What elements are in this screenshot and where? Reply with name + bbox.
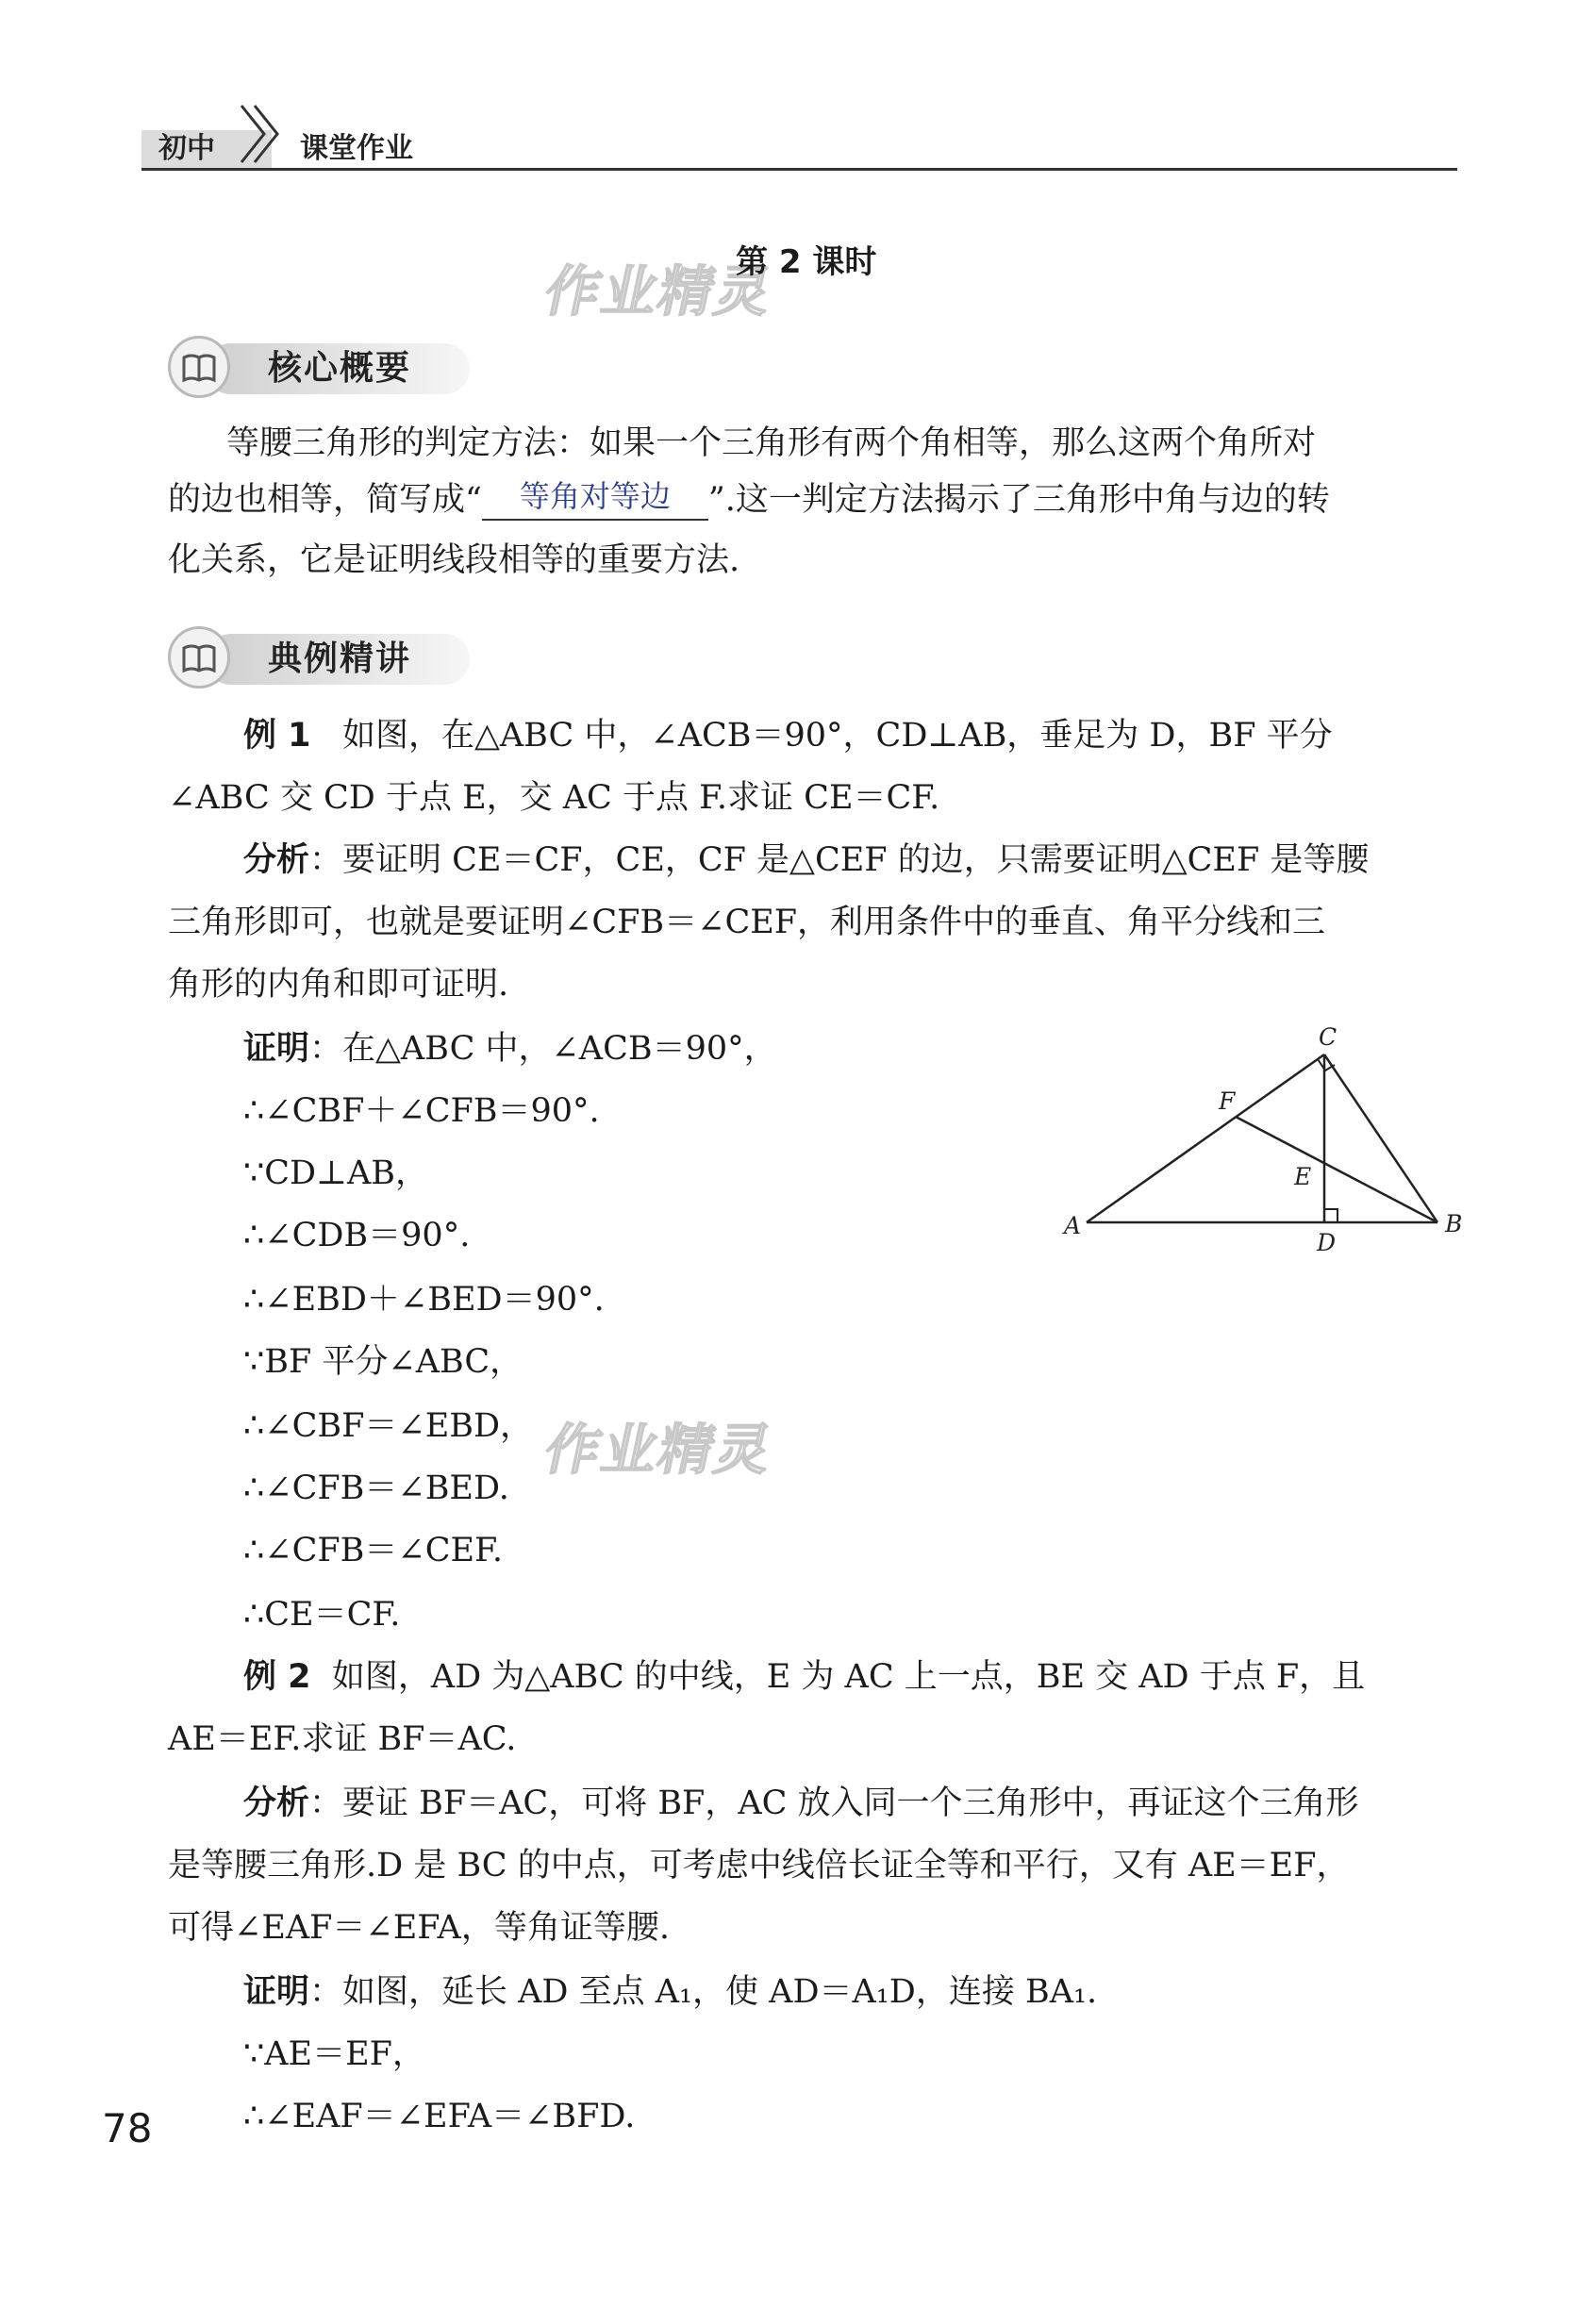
handwritten-answer: 等角对等边 bbox=[519, 478, 671, 514]
core-line-2a: 的边也相等，简写成“ bbox=[168, 481, 482, 519]
ex2-stem-1: 如图，AD 为△ABC 的中线，E 为 AC 上一点，BE 交 AD 于点 F，且 bbox=[331, 1658, 1366, 1696]
ex2-analysis-2: 是等腰三角形.D 是 BC 的中点，可考虑中线倍长证全等和平行，又有 AE＝EF， bbox=[168, 1847, 1350, 1884]
ex1-proof-1: ∴∠CBF＋∠CFB＝90°. bbox=[243, 1092, 600, 1130]
proof-text: ：在△ABC 中，∠ACB＝90°， bbox=[309, 1030, 777, 1068]
ex1-proof-5: ∵BF 平分∠ABC， bbox=[243, 1343, 523, 1381]
ex2-analysis-3: 可得∠EAF＝∠EFA，等角证等腰. bbox=[168, 1909, 670, 1947]
page-number: 78 bbox=[102, 2105, 153, 2151]
chevron-icon bbox=[236, 102, 283, 168]
right-angle-D bbox=[1324, 1209, 1337, 1222]
ex1-proof-6: ∴∠CBF＝∠EBD， bbox=[243, 1407, 534, 1445]
book-icon bbox=[180, 352, 218, 386]
proof-tag: 证明 bbox=[243, 1030, 310, 1068]
book-icon bbox=[180, 642, 218, 676]
core-line-2b: ”.这一判定方法揭示了三角形中角与边的转 bbox=[707, 481, 1330, 519]
answer-blank bbox=[482, 478, 708, 521]
ex1-line-1 bbox=[243, 715, 1333, 756]
core-line-3: 化关系，它是证明线段相等的重要方法. bbox=[168, 541, 740, 579]
segment-BF bbox=[1236, 1117, 1437, 1222]
header-rule bbox=[141, 168, 1457, 171]
analysis-tag: 分析 bbox=[243, 841, 310, 879]
watermark: 作业精灵 bbox=[539, 1418, 780, 1482]
ex2-analysis-1 bbox=[243, 1783, 1359, 1824]
ex2-tag: 例 2 bbox=[243, 1658, 311, 1696]
section-badge-examples bbox=[168, 626, 470, 690]
ex2-line-1 bbox=[243, 1656, 1365, 1698]
lesson-title: 第 2 课时 bbox=[736, 243, 877, 281]
label-D: D bbox=[1317, 1229, 1337, 1256]
header-level: 初中 bbox=[158, 132, 215, 165]
watermark: 作业精灵 bbox=[539, 259, 780, 324]
ex1-proof-2: ∵CD⊥AB， bbox=[243, 1154, 429, 1192]
section-label: 核心概要 bbox=[268, 349, 412, 388]
ex2-proof-2: ∴∠EAF＝∠EFA＝∠BFD. bbox=[243, 2098, 636, 2135]
segment-CB bbox=[1324, 1054, 1437, 1222]
ex1-line-2: ∠ABC 交 CD 于点 E，交 AC 于点 F.求证 CE＝CF. bbox=[168, 779, 940, 817]
label-C: C bbox=[1319, 1023, 1337, 1051]
ex1-proof-4: ∴∠EBD＋∠BED＝90°. bbox=[243, 1281, 605, 1319]
ex1-proof-7: ∴∠CFB＝∠BED. bbox=[243, 1469, 509, 1507]
segment-AC bbox=[1087, 1054, 1324, 1222]
label-A: A bbox=[1064, 1212, 1082, 1239]
analysis-text: ：要证 BF＝AC，可将 BF，AC 放入同一个三角形中，再证这个三角形 bbox=[309, 1784, 1359, 1822]
ex1-proof-9: ∴CE＝CF. bbox=[243, 1596, 401, 1634]
section-badge-core bbox=[168, 336, 470, 400]
ex2-line-2: AE＝EF.求证 BF＝AC. bbox=[168, 1720, 517, 1758]
ex1-proof-3: ∴∠CDB＝90°. bbox=[243, 1217, 471, 1254]
label-F: F bbox=[1219, 1087, 1236, 1115]
core-line-1: 等腰三角形的判定方法：如果一个三角形有两个角相等，那么这两个角所对 bbox=[226, 424, 1317, 462]
analysis-tag: 分析 bbox=[243, 1784, 310, 1822]
ex2-proof-1: ∵AE＝EF， bbox=[243, 2035, 425, 2073]
ex1-analysis-3: 角形的内角和即可证明. bbox=[168, 966, 509, 1004]
ex1-analysis-1 bbox=[243, 839, 1369, 881]
ex1-tag: 例 1 bbox=[243, 717, 311, 755]
analysis-text: ：要证明 CE＝CF，CE，CF 是△CEF 的边，只需要证明△CEF 是等腰 bbox=[309, 841, 1370, 879]
proof-text: ：如图，延长 AD 至点 A₁，使 AD＝A₁D，连接 BA₁. bbox=[309, 1973, 1098, 2011]
ex1-stem-1: 如图，在△ABC 中，∠ACB＝90°，CD⊥AB，垂足为 D，BF 平分 bbox=[341, 717, 1333, 755]
ex1-proof-8: ∴∠CFB＝∠CEF. bbox=[243, 1532, 503, 1569]
core-line-2 bbox=[168, 479, 1330, 521]
ex1-analysis-2: 三角形即可，也就是要证明∠CFB＝∠CEF，利用条件中的垂直、角平分线和三 bbox=[168, 904, 1326, 941]
section-label: 典例精讲 bbox=[268, 639, 412, 678]
ex1-proof-0 bbox=[243, 1028, 777, 1070]
proof-tag: 证明 bbox=[243, 1973, 310, 2011]
header-book: 课堂作业 bbox=[300, 132, 413, 165]
triangle-figure bbox=[1047, 1019, 1490, 1264]
ex2-proof-0 bbox=[243, 1971, 1097, 2013]
label-E: E bbox=[1294, 1163, 1312, 1190]
label-B: B bbox=[1445, 1210, 1463, 1237]
